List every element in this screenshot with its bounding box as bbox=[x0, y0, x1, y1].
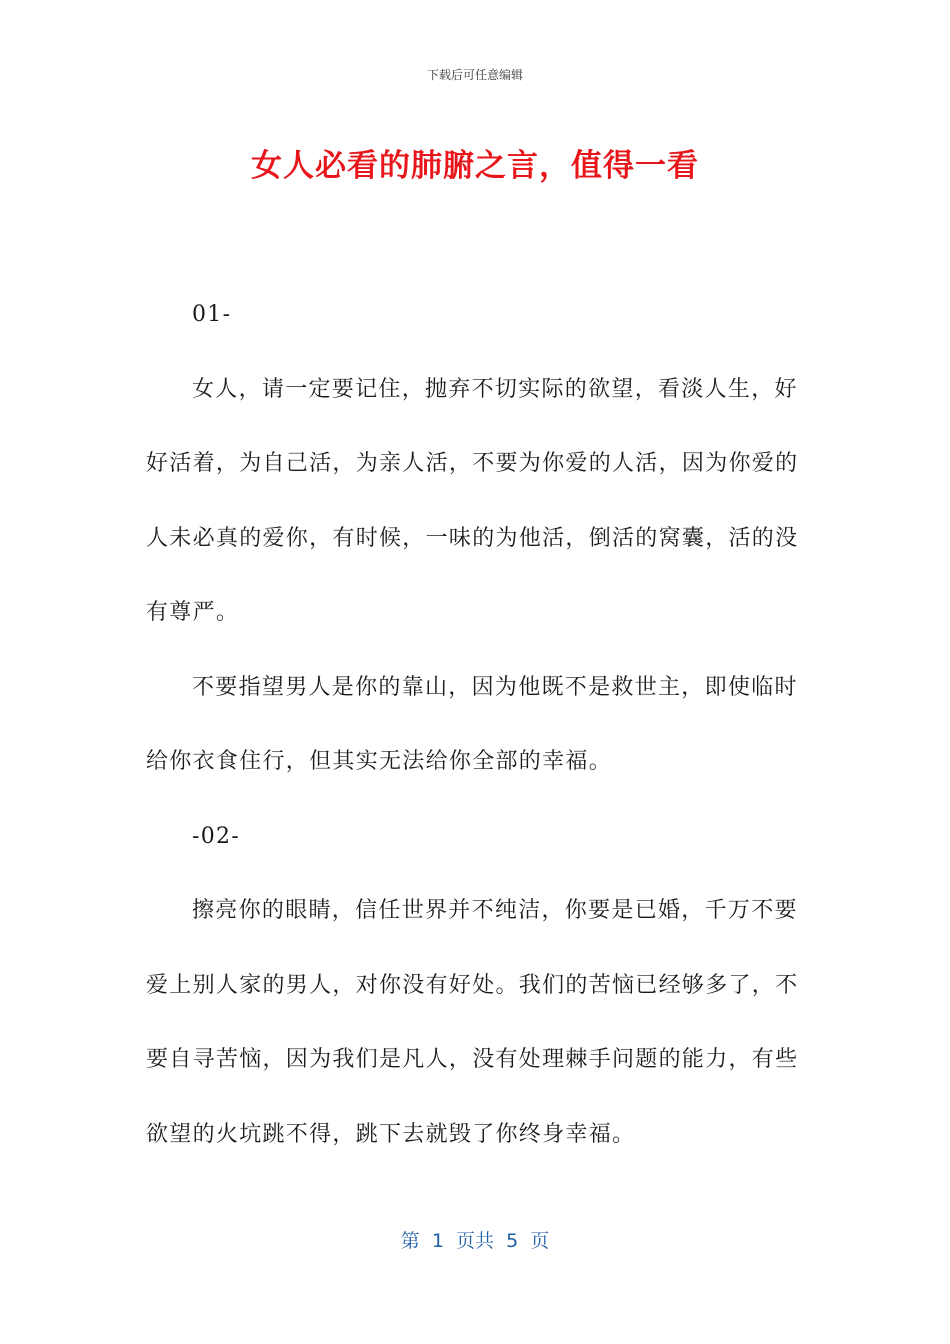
body-paragraph: 不要指望男人是你的靠山，因为他既不是救世主，即使临时给你衣食住行，但其实无法给你全部的幸福。 bbox=[146, 674, 798, 774]
section-marker-01: 01- bbox=[192, 302, 232, 327]
document-title: 女人必看的肺腑之言，值得一看 bbox=[251, 148, 699, 184]
header-note: 下载后可任意编辑 bbox=[426, 68, 523, 82]
page-footer: 第 1 页共 5 页 bbox=[400, 1230, 550, 1252]
document-body bbox=[146, 278, 816, 1172]
body-paragraph: 擦亮你的眼睛，信任世界并不纯洁，你要是已婚，千万不要爱上别人家的男人，对你没有好处。我们的苦恼已经够多了，不要自寻苦恼，因为我们是凡人，没有处理棘手问题的能力，有些欲望的火坑跳不得，跳下去就毁了你终身幸福。 bbox=[146, 898, 799, 1147]
body-paragraph: 女人，请一定要记住，抛弃不切实际的欲望，看淡人生，好好活着，为自己活，为亲人活，不要为你爱的人活，因为你爱的人未必真的爱你，有时候，一味的为他活，倒活的窝囊，活的没有尊严。 bbox=[146, 376, 799, 625]
section-marker-02: -02- bbox=[192, 823, 241, 849]
